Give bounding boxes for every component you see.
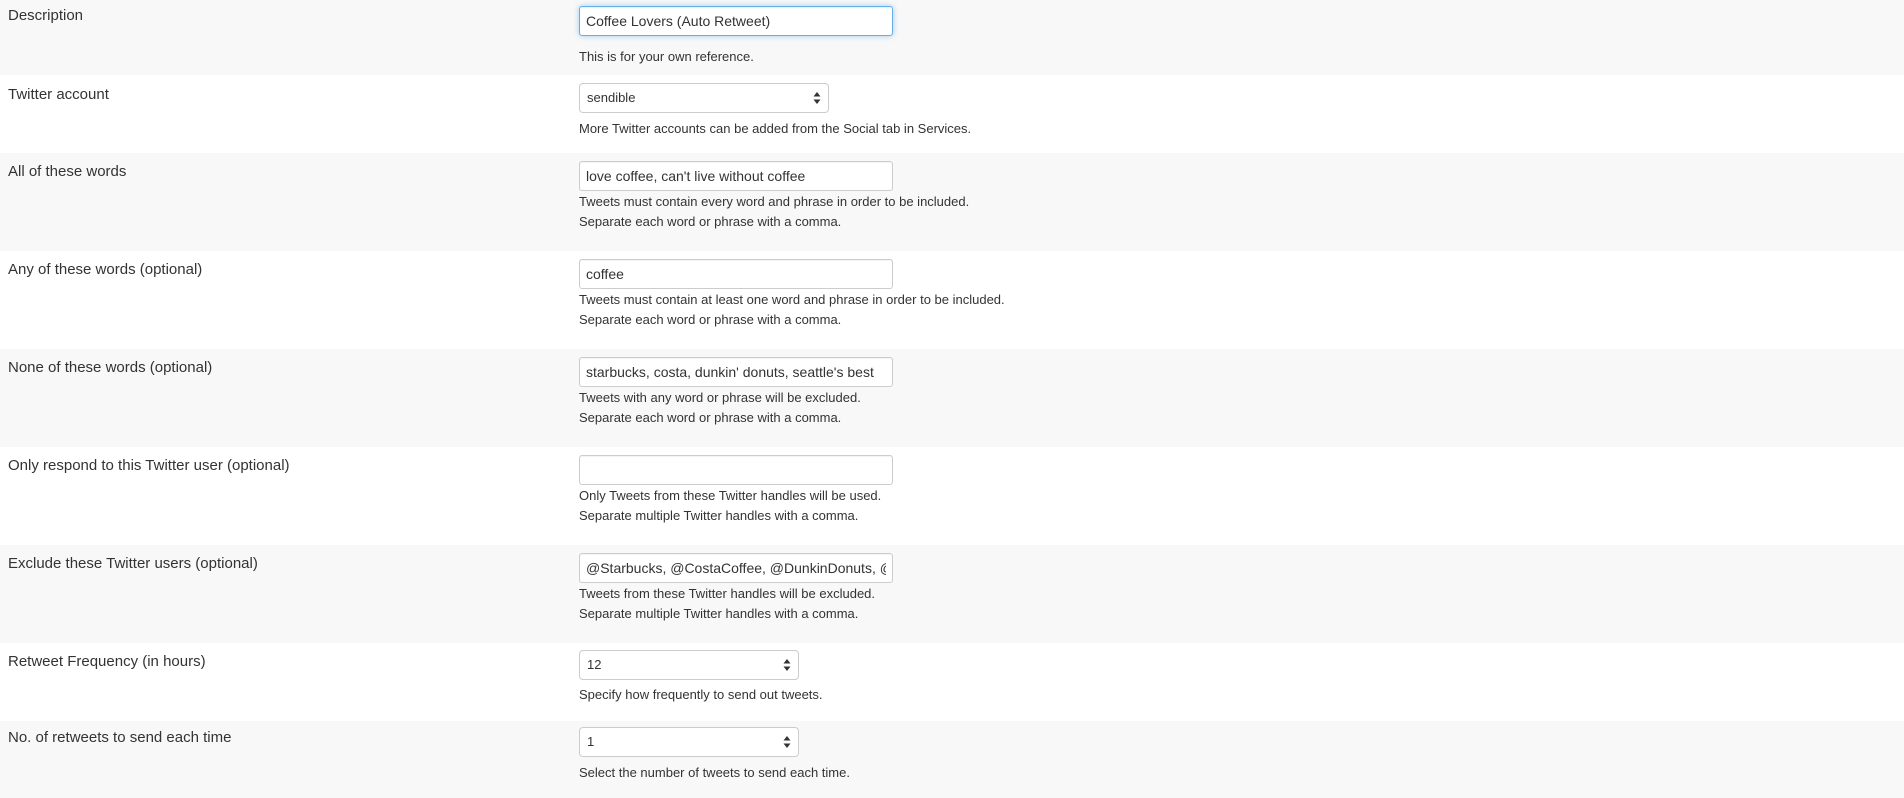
row-any-words bbox=[0, 251, 1904, 349]
description-input[interactable] bbox=[579, 6, 893, 36]
frequency-select[interactable] bbox=[579, 650, 799, 680]
twitter-account-label: Twitter account bbox=[8, 86, 109, 103]
help-line: Tweets must contain at least one word and phrase in order to be included. bbox=[579, 292, 1005, 307]
help-line: Tweets from these Twitter handles will be excluded. bbox=[579, 586, 876, 601]
row-exclude-users bbox=[0, 545, 1904, 643]
row-retweet-count bbox=[0, 721, 1904, 798]
row-none-words bbox=[0, 349, 1904, 447]
help-line: More Twitter accounts can be added from the Social tab in Services. bbox=[579, 121, 972, 136]
all-words-help bbox=[579, 192, 969, 232]
help-line: Specify how frequently to send out tweets. bbox=[579, 687, 823, 702]
all-words-label: All of these words bbox=[8, 163, 127, 180]
only-user-label: Only respond to this Twitter user (optional) bbox=[8, 457, 290, 474]
help-line: Separate multiple Twitter handles with a comma. bbox=[579, 508, 859, 523]
only-user-help bbox=[579, 486, 881, 526]
twitter-account-help bbox=[579, 119, 971, 139]
help-line: Tweets must contain every word and phrase in order to be included. bbox=[579, 194, 970, 209]
any-words-help bbox=[579, 290, 1005, 330]
any-words-input[interactable] bbox=[579, 259, 893, 289]
help-line: Only Tweets from these Twitter handles will be used. bbox=[579, 488, 882, 503]
any-words-label: Any of these words (optional) bbox=[8, 261, 203, 278]
exclude-users-help bbox=[579, 584, 875, 624]
up-down-arrows-icon bbox=[813, 92, 821, 104]
help-line: Tweets with any word or phrase will be excluded. bbox=[579, 390, 861, 405]
twitter-account-value: sendible bbox=[587, 90, 636, 105]
frequency-help bbox=[579, 685, 823, 705]
none-words-label: None of these words (optional) bbox=[8, 359, 213, 376]
help-line: Separate each word or phrase with a comma. bbox=[579, 214, 842, 229]
none-words-help bbox=[579, 388, 861, 428]
help-line: Select the number of tweets to send each time. bbox=[579, 765, 850, 780]
twitter-account-select[interactable] bbox=[579, 83, 829, 113]
frequency-label: Retweet Frequency (in hours) bbox=[8, 653, 206, 670]
help-line: Separate each word or phrase with a comma. bbox=[579, 410, 842, 425]
frequency-value: 12 bbox=[587, 657, 602, 672]
row-frequency bbox=[0, 643, 1904, 721]
retweet-count-label: No. of retweets to send each time bbox=[8, 729, 232, 746]
row-only-user bbox=[0, 447, 1904, 545]
up-down-arrows-icon bbox=[783, 659, 791, 671]
retweet-count-help bbox=[579, 763, 850, 783]
row-all-words bbox=[0, 153, 1904, 251]
description-help bbox=[579, 47, 754, 67]
help-line: This is for your own reference. bbox=[579, 49, 754, 64]
only-user-input[interactable] bbox=[579, 455, 893, 485]
up-down-arrows-icon bbox=[783, 736, 791, 748]
help-line: Separate multiple Twitter handles with a comma. bbox=[579, 606, 859, 621]
retweet-count-value: 1 bbox=[587, 734, 595, 749]
row-description bbox=[0, 0, 1904, 75]
all-words-input[interactable] bbox=[579, 161, 893, 191]
description-label: Description bbox=[8, 7, 84, 24]
none-words-input[interactable] bbox=[579, 357, 893, 387]
exclude-users-label: Exclude these Twitter users (optional) bbox=[8, 555, 258, 572]
retweet-count-select[interactable] bbox=[579, 727, 799, 757]
row-twitter-account bbox=[0, 75, 1904, 153]
help-line: Separate each word or phrase with a comma. bbox=[579, 312, 842, 327]
exclude-users-input[interactable] bbox=[579, 553, 893, 583]
